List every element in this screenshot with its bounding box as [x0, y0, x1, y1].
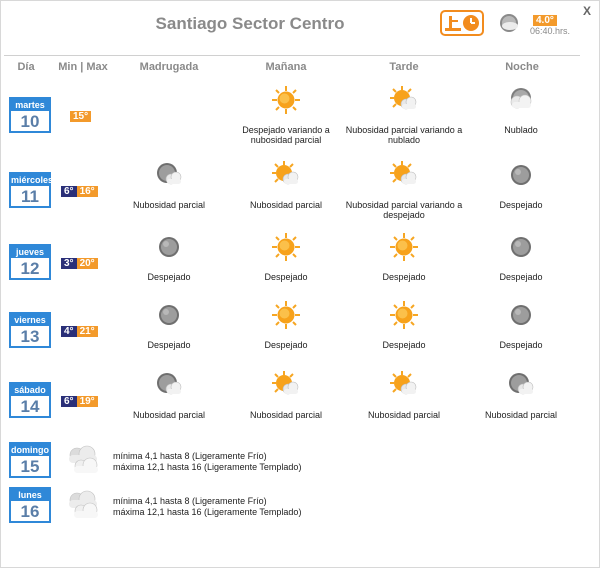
sun-cloud-icon: [271, 370, 301, 400]
moon-icon: [154, 300, 184, 330]
current-conditions-button[interactable]: [440, 10, 484, 36]
max-temp-badge: 20°: [77, 258, 98, 269]
day-name: jueves: [11, 246, 49, 258]
moon-icon: [506, 300, 536, 330]
min-temp-badge: 6°: [61, 396, 77, 407]
max-temp-badge: 21°: [77, 326, 98, 337]
day-name: sábado: [11, 384, 49, 396]
min-range-text: mínima 4,1 hasta 8 (Ligeramente Frío): [113, 451, 267, 461]
day-name: lunes: [11, 489, 49, 501]
sun-icon: [389, 232, 419, 262]
min-max-temps: [61, 326, 98, 337]
station-clock-icon: [442, 12, 482, 34]
condition-text: Nublado: [504, 125, 538, 135]
day-date: 12: [20, 259, 40, 278]
max-temp-badge: 16°: [77, 186, 98, 197]
min-range-text: mínima 4,1 hasta 8 (Ligeramente Frío): [113, 496, 267, 506]
day-calendar-martes: [9, 97, 51, 133]
max-temp-badge: 19°: [77, 396, 98, 407]
close-button[interactable]: X: [583, 4, 592, 18]
clouds-icon: [63, 489, 103, 521]
col-header-noche: Noche: [505, 61, 539, 73]
condition-text: Nubosidad parcial: [249, 200, 323, 210]
condition-text: Despejado: [147, 272, 191, 282]
moon-cloud-icon: [154, 160, 184, 190]
max-range-text: máxima 12,1 hasta 16 (Ligeramente Templado): [113, 507, 302, 517]
current-temperature: 4.0°: [533, 15, 557, 26]
sun-icon: [389, 300, 419, 330]
condition-text: Despejado: [499, 340, 543, 350]
condition-text: Despejado: [499, 272, 543, 282]
sun-icon: [271, 300, 301, 330]
moon-cloud-icon: [506, 370, 536, 400]
header-divider: [4, 55, 580, 56]
page-title: Santiago Sector Centro: [155, 14, 345, 33]
max-range-text: máxima 12,1 hasta 16 (Ligeramente Templado): [113, 462, 302, 472]
moon-icon: [506, 160, 536, 190]
min-temp-badge: 6°: [61, 186, 77, 197]
condition-text: Despejado: [382, 340, 426, 350]
min-max-temps: [61, 186, 98, 197]
sun-cloud-icon: [271, 160, 301, 190]
day-date: 10: [20, 112, 40, 131]
min-max-temps: [61, 396, 98, 407]
min-temp-badge: 3°: [61, 258, 77, 269]
condition-text: Despejado: [382, 272, 426, 282]
day-calendar-lunes: [9, 487, 51, 523]
sun-cloud-icon: [389, 85, 419, 115]
day-date: 13: [20, 327, 40, 346]
sun-cloud-icon: [389, 160, 419, 190]
day-date: 15: [20, 457, 40, 476]
condition-text: Despejado: [264, 340, 308, 350]
sun-icon: [271, 85, 301, 115]
day-calendar-viernes: [9, 312, 51, 348]
sun-cloud-icon: [389, 370, 419, 400]
moon-icon: [154, 232, 184, 262]
condition-text: Nubosidad parcial: [132, 410, 206, 420]
col-header-tarde: Tarde: [389, 61, 419, 73]
day-name: viernes: [11, 314, 49, 326]
day-date: 16: [20, 502, 40, 521]
current-night-cloudy-icon: [498, 12, 520, 34]
day-date: 11: [21, 187, 39, 206]
day-name: martes: [11, 99, 49, 111]
col-header-day: Día: [17, 61, 35, 73]
day-calendar-sabado: [9, 382, 51, 418]
condition-text: Despejado: [499, 200, 543, 210]
col-header-madrugada: Madrugada: [139, 61, 199, 73]
day-calendar-jueves: [9, 244, 51, 280]
moon-cloud-icon: [154, 370, 184, 400]
max-temp-badge: 15°: [70, 111, 91, 122]
min-temp-badge: 4°: [61, 326, 77, 337]
day-calendar-domingo: [9, 442, 51, 478]
condition-text: Despejado variando a nubosidad parcial: [242, 125, 330, 145]
moon-icon: [506, 232, 536, 262]
day-name: miércoles: [11, 175, 54, 185]
sun-icon: [271, 232, 301, 262]
condition-text: Nubosidad parcial: [367, 410, 441, 420]
condition-text: Nubosidad parcial: [249, 410, 323, 420]
clouds-icon: [63, 444, 103, 476]
col-header-manana: Mañana: [265, 61, 307, 73]
condition-text: Despejado: [147, 340, 191, 350]
condition-text: Nubosidad parcial: [132, 200, 206, 210]
day-date: 14: [20, 397, 40, 416]
min-max-temps: [70, 111, 91, 122]
day-calendar-miercoles: [9, 172, 54, 208]
col-header-minmax: Min | Max: [58, 61, 108, 73]
condition-text: Despejado: [264, 272, 308, 282]
min-max-temps: [61, 258, 98, 269]
current-time: 06:40.hrs.: [530, 26, 571, 36]
day-name: domingo: [11, 445, 49, 455]
condition-text: Nubosidad parcial variando a despejado: [345, 200, 463, 220]
night-cloudy-icon: [506, 85, 536, 115]
condition-text: Nubosidad parcial: [484, 410, 558, 420]
condition-text: Nubosidad parcial variando a nublado: [345, 125, 463, 145]
